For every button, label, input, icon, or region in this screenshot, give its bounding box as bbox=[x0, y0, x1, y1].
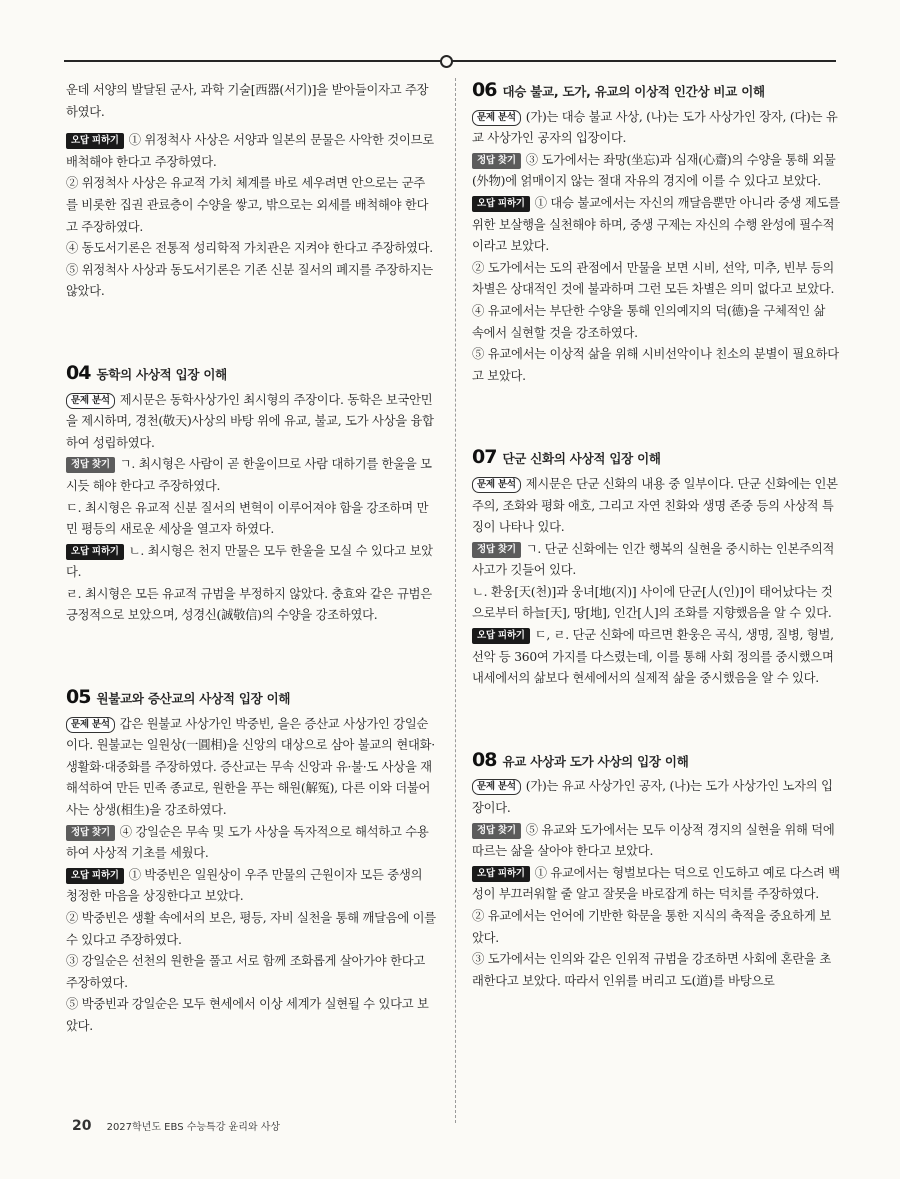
avoid-text: ㄷ, ㄹ. 단군 신화에 따르면 환웅은 곡식, 생명, 질병, 형벌, 선악 등 360여 가지를 다스렸는데, 이를 통해 사회 정의를 중시했으며 내세에서의 삶보다 현세에서의 실제적 삶을 중시했음을 알 수 있다. bbox=[472, 628, 834, 686]
column-divider bbox=[455, 78, 456, 1123]
section-number: 08 bbox=[472, 748, 497, 771]
analysis-item bbox=[472, 107, 840, 150]
avoid-item: ④ 유교에서는 부단한 수양을 통해 인의예지의 덕(德)을 구체적인 삶 속에서 실현할 것을 강조하였다. bbox=[472, 303, 826, 340]
answer-item bbox=[66, 454, 436, 497]
intro-avoid-item: ② 위정척사 사상은 유교적 가치 체계를 바로 세우려면 안으로는 군주를 비롯한 집권 관료층이 수양을 쌓고, 밖으로는 외세를 배척해야 한다고 주장하였다. bbox=[66, 176, 429, 234]
answer-text: ⑤ 유교와 도가에서는 모두 이상적 경지의 실현을 위해 덕에 따르는 삶을 살아야 한다고 보았다. bbox=[472, 822, 835, 859]
analysis-item bbox=[66, 390, 436, 455]
section-04-heading bbox=[66, 363, 436, 386]
avoid-item: ③ 도가에서는 인의와 같은 인위적 규범을 강조하면 사회에 혼란을 초래한다고 보았다. 따라서 인위를 버리고 도(道)를 바탕으로 bbox=[472, 952, 831, 988]
section-08-heading bbox=[472, 750, 840, 773]
avoid-text: ① 위정척사 사상은 서양과 일본의 문물은 사악한 것이므로 배척해야 한다고 주장하였다. bbox=[66, 133, 434, 169]
analysis-text: (가)는 유교 사상가인 공자, (나)는 도가 사상가인 노자의 입장이다. bbox=[472, 779, 833, 816]
intro-paragraph: 운데 서양의 발달된 군사, 과학 기술[西器(서기)]을 받아들이자고 주장하였다. bbox=[66, 83, 429, 119]
analysis-text: 제시문은 단군 신화의 내용 중 일부이다. 단군 신화에는 인본주의, 조화와 평화 애호, 그리고 자연 친화와 생명 존중 등의 사상적 특징이 나타나 있다. bbox=[472, 476, 838, 535]
avoid-item: ㄹ. 최시형은 모든 유교적 규범을 부정하지 않았다. 충효와 같은 규범은 긍정적으로 보았으며, 성경신(誠敬信)의 수양을 강조하였다. bbox=[66, 586, 432, 623]
avoid-item: ③ 강일순은 선천의 원한을 풀고 서로 함께 조화롭게 살아가야 한다고 주장하였다. bbox=[66, 954, 425, 990]
analysis-badge: 문제 분석 bbox=[66, 717, 115, 733]
right-column bbox=[472, 80, 840, 992]
analysis-badge: 문제 분석 bbox=[66, 393, 115, 409]
answer-text: ㄱ. 단군 신화에는 인간 행복의 실현을 중시하는 인본주의적 사고가 깃들어 있다. bbox=[472, 541, 835, 578]
avoid-item: ② 박중빈은 생활 속에서의 보은, 평등, 자비 실천을 통해 깨달음에 이를 수 있다고 주장하였다. bbox=[66, 911, 436, 947]
answer-text: ㄱ. 최시형은 사람이 곧 한울이므로 사람 대하기를 한울을 모시듯 해야 한다고 주장하였다. bbox=[66, 457, 432, 493]
section-number: 05 bbox=[66, 686, 91, 709]
analysis-item bbox=[472, 776, 840, 819]
avoid-item bbox=[472, 625, 840, 690]
avoid-text: ① 박중빈은 일원상이 우주 만물의 근원이자 모든 중생의 청정한 마음을 상징한다고 보았다. bbox=[66, 867, 423, 904]
avoid-item bbox=[66, 541, 436, 584]
top-rule-dot bbox=[440, 55, 453, 68]
section-title: 동학의 사상적 입장 이해 bbox=[96, 366, 228, 382]
avoid-badge: 오답 피하기 bbox=[66, 544, 124, 560]
answer-badge: 정답 찾기 bbox=[66, 457, 115, 473]
answer-text: ③ 도가에서는 좌망(坐忘)과 심재(心齋)의 수양을 통해 외물(外物)에 얽매이지 않는 절대 자유의 경지에 이를 수 있다고 보았다. bbox=[472, 152, 836, 189]
avoid-badge: 오답 피하기 bbox=[472, 866, 530, 882]
answer-badge: 정답 찾기 bbox=[66, 825, 115, 841]
page-footer bbox=[72, 1115, 280, 1134]
page-number: 20 bbox=[72, 1118, 92, 1134]
analysis-item bbox=[66, 714, 436, 822]
analysis-badge: 문제 분석 bbox=[472, 477, 521, 493]
analysis-badge: 문제 분석 bbox=[472, 779, 521, 795]
section-05-heading bbox=[66, 687, 436, 710]
book-title: 2027학년도 EBS 수능특강 윤리와 사상 bbox=[106, 1122, 281, 1133]
left-column bbox=[66, 80, 436, 1038]
avoid-badge: 오답 피하기 bbox=[66, 133, 124, 149]
answer-badge: 정답 찾기 bbox=[472, 542, 521, 558]
avoid-item: ② 유교에서는 언어에 기반한 학문을 통한 지식의 축적을 중요하게 보았다. bbox=[472, 909, 831, 945]
section-title: 원불교와 증산교의 사상적 입장 이해 bbox=[96, 691, 291, 707]
section-07-heading bbox=[472, 447, 840, 470]
analysis-text: 갑은 원불교 사상가인 박중빈, 을은 증산교 사상가인 강일순이다. 원불교는 일원상(一圓相)을 신앙의 대상으로 삼아 불교의 현대화·생활화·대중화를 주장하였다. 증산교는 무속 신앙과 유·불·도 사상을 재해석하여 만든 민족 종교로, 원한을 푸는 해원(解冤), 다른 이와 더불어 사는 상생(相生)을 강조하였다. bbox=[66, 716, 435, 818]
analysis-text: 제시문은 동학사상가인 최시형의 주장이다. 동학은 보국안민을 제시하며, 경천(敬天)사상의 바탕 위에 유교, 불교, 도가 사상을 융합하여 성립하였다. bbox=[66, 392, 434, 450]
avoid-badge: 오답 피하기 bbox=[66, 868, 124, 884]
answer-item bbox=[66, 822, 436, 865]
avoid-badge: 오답 피하기 bbox=[472, 628, 530, 644]
section-title: 대승 불교, 도가, 유교의 이상적 인간상 비교 이해 bbox=[502, 84, 765, 99]
analysis-text: (가)는 대승 불교 사상, (나)는 도가 사상가인 장자, (다)는 유교 사상가인 공자의 입장이다. bbox=[472, 109, 838, 146]
intro-avoid-item: ④ 동도서기론은 전통적 성리학적 가치관은 지켜야 한다고 주장하였다. bbox=[66, 241, 433, 256]
section-title: 유교 사상과 도가 사상의 입장 이해 bbox=[502, 753, 689, 769]
analysis-badge: 문제 분석 bbox=[472, 110, 521, 126]
avoid-text: ㄴ. 최시형은 천지 만물은 모두 한울을 모실 수 있다고 보았다. bbox=[66, 543, 433, 580]
avoid-item bbox=[66, 865, 436, 908]
answer-item: ㄴ. 환웅[天(천)]과 웅녀[地(지)] 사이에 단군[人(인)]이 태어났다는 것으로부터 하늘[天], 땅[地], 인간[人]의 조화를 지향했음을 알 수 있다. bbox=[472, 584, 833, 621]
answer-text: ④ 강일순은 무속 및 도가 사상을 독자적으로 해석하고 수용하여 사상적 기초를 세웠다. bbox=[66, 824, 429, 861]
section-title: 단군 신화의 사상적 입장 이해 bbox=[502, 451, 661, 467]
intro-avoid-item: ⑤ 위정척사 사상과 동도서기론은 기존 신분 질서의 폐지를 주장하지는 않았다. bbox=[66, 262, 433, 299]
answer-badge: 정답 찾기 bbox=[472, 153, 521, 169]
avoid-text: ① 유교에서는 형벌보다는 덕으로 인도하고 예로 다스려 백성이 부끄러워할 줄 알고 잘못을 바로잡게 하는 덕치를 주장하였다. bbox=[472, 865, 840, 902]
avoid-item: ② 도가에서는 도의 관점에서 만물을 보면 시비, 선악, 미추, 빈부 등의 차별은 상대적인 것에 불과하며 그런 모든 차별은 의미 없다고 보았다. bbox=[472, 260, 835, 297]
answer-item bbox=[472, 539, 840, 582]
answer-item bbox=[472, 150, 840, 193]
avoid-item: ⑤ 박중빈과 강일순은 모두 현세에서 이상 세계가 실현될 수 있다고 보았다. bbox=[66, 997, 429, 1033]
avoid-item: ⑤ 유교에서는 이상적 삶을 위해 시비선악이나 친소의 분별이 필요하다고 보았다. bbox=[472, 347, 839, 383]
avoid-item bbox=[472, 193, 840, 258]
avoid-badge: 오답 피하기 bbox=[472, 196, 530, 212]
avoid-text: ① 대승 불교에서는 자신의 깨달음뿐만 아니라 중생 제도를 위한 보살행을 실천해야 하며, 중생 구제는 자신의 수행 완성에 필수적이라고 보았다. bbox=[472, 195, 840, 254]
section-06-heading bbox=[472, 80, 840, 103]
analysis-item bbox=[472, 474, 840, 539]
section-number: 04 bbox=[66, 361, 91, 384]
intro-avoid-item bbox=[66, 130, 436, 173]
section-number: 07 bbox=[472, 446, 497, 469]
answer-item bbox=[472, 820, 840, 863]
section-number: 06 bbox=[472, 79, 497, 101]
answer-item: ㄷ. 최시형은 유교적 신분 질서의 변혁이 이루어져야 함을 강조하며 만민 평등의 새로운 세상을 열고자 하였다. bbox=[66, 500, 429, 537]
answer-badge: 정답 찾기 bbox=[472, 823, 521, 839]
avoid-item bbox=[472, 863, 840, 906]
